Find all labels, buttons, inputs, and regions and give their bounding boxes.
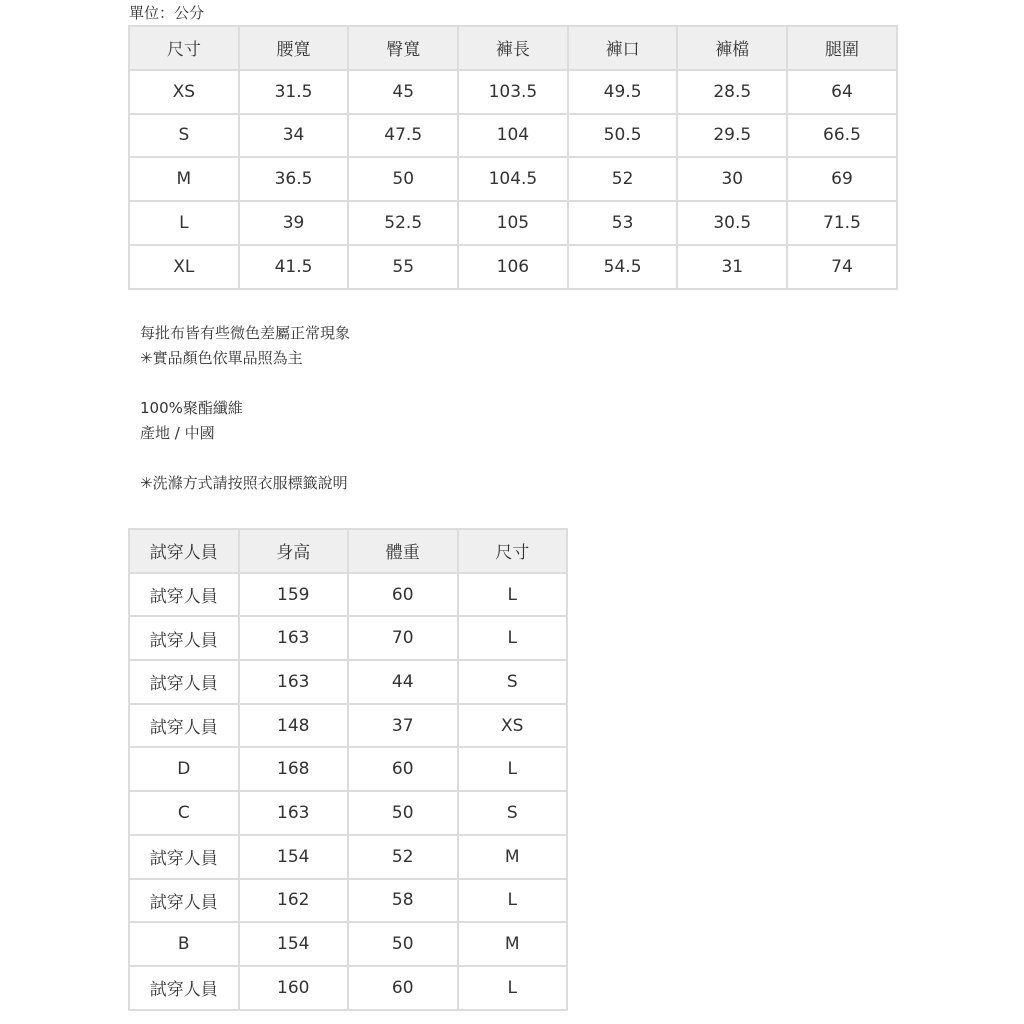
table-cell: 52.5 [348, 201, 458, 245]
table-cell: 39 [239, 201, 349, 245]
table-cell: 60 [348, 573, 458, 617]
header-cell: 褲檔 [677, 26, 787, 70]
table-cell: M [458, 835, 568, 879]
table-cell: 45 [348, 70, 458, 114]
table-cell: 試穿人員 [129, 835, 239, 879]
table-cell: 74 [787, 245, 897, 289]
table-cell: 54.5 [568, 245, 678, 289]
table-row [129, 245, 897, 289]
table-row [129, 201, 897, 245]
table-cell: 52 [348, 835, 458, 879]
table-row [129, 573, 567, 617]
table-cell: 50 [348, 791, 458, 835]
size-chart-header-row [129, 26, 897, 70]
product-notes [140, 321, 350, 496]
table-cell: 37 [348, 704, 458, 748]
table-cell: 105 [458, 201, 568, 245]
table-cell: 52 [568, 157, 678, 201]
table-cell: 71.5 [787, 201, 897, 245]
table-cell: 36.5 [239, 157, 349, 201]
header-cell: 臀寬 [348, 26, 458, 70]
header-cell: 試穿人員 [129, 529, 239, 573]
table-cell: 64 [787, 70, 897, 114]
table-cell: 148 [239, 704, 349, 748]
table-row [129, 966, 567, 1010]
table-cell: 60 [348, 747, 458, 791]
note-spacer [140, 371, 350, 396]
table-cell: 58 [348, 879, 458, 923]
table-cell: L [458, 747, 568, 791]
table-cell: L [458, 879, 568, 923]
header-cell: 身高 [239, 529, 349, 573]
table-cell: 47.5 [348, 114, 458, 158]
table-cell: D [129, 747, 239, 791]
table-cell: 試穿人員 [129, 966, 239, 1010]
table-cell: 154 [239, 922, 349, 966]
table-row [129, 660, 567, 704]
header-cell: 體重 [348, 529, 458, 573]
table-cell: 31.5 [239, 70, 349, 114]
table-cell: XL [129, 245, 239, 289]
header-cell: 腿圍 [787, 26, 897, 70]
table-cell: 30.5 [677, 201, 787, 245]
table-cell: 66.5 [787, 114, 897, 158]
table-cell: 41.5 [239, 245, 349, 289]
table-cell: 60 [348, 966, 458, 1010]
table-cell: M [129, 157, 239, 201]
note-spacer [140, 446, 350, 471]
table-cell: 44 [348, 660, 458, 704]
table-cell: 30 [677, 157, 787, 201]
table-cell: 55 [348, 245, 458, 289]
table-cell: XS [129, 70, 239, 114]
table-cell: XS [458, 704, 568, 748]
table-cell: 28.5 [677, 70, 787, 114]
header-cell: 尺寸 [129, 26, 239, 70]
table-cell: 162 [239, 879, 349, 923]
table-row [129, 70, 897, 114]
header-cell: 褲長 [458, 26, 568, 70]
table-cell: S [129, 114, 239, 158]
table-cell: 試穿人員 [129, 660, 239, 704]
table-cell: 試穿人員 [129, 573, 239, 617]
size-chart-table [128, 25, 898, 290]
table-cell: 104.5 [458, 157, 568, 201]
table-cell: 168 [239, 747, 349, 791]
note-color-variance: 每批布皆有些微色差屬正常現象 [140, 324, 351, 342]
table-cell: 106 [458, 245, 568, 289]
note-actual-color: ✳實品顏色依單品照為主 [140, 349, 303, 367]
table-row [129, 879, 567, 923]
table-cell: 49.5 [568, 70, 678, 114]
table-row [129, 747, 567, 791]
unit-label: 單位：公分 [129, 4, 205, 22]
table-cell: B [129, 922, 239, 966]
table-cell: S [458, 791, 568, 835]
table-cell: 試穿人員 [129, 616, 239, 660]
header-cell: 尺寸 [458, 529, 568, 573]
table-row [129, 835, 567, 879]
fit-model-header-row [129, 529, 567, 573]
note-washing: ✳洗滌方式請按照衣服標籤說明 [140, 474, 348, 492]
table-row [129, 922, 567, 966]
table-cell: 50 [348, 157, 458, 201]
table-cell: L [129, 201, 239, 245]
table-row [129, 157, 897, 201]
fit-model-table [128, 528, 568, 1011]
header-cell: 腰寬 [239, 26, 349, 70]
table-cell: M [458, 922, 568, 966]
table-cell: C [129, 791, 239, 835]
table-cell: L [458, 616, 568, 660]
table-cell: 70 [348, 616, 458, 660]
table-cell: 160 [239, 966, 349, 1010]
table-cell: 163 [239, 791, 349, 835]
table-cell: 163 [239, 616, 349, 660]
table-row [129, 791, 567, 835]
table-cell: 163 [239, 660, 349, 704]
table-cell: 103.5 [458, 70, 568, 114]
table-cell: 試穿人員 [129, 704, 239, 748]
table-cell: 159 [239, 573, 349, 617]
table-cell: 29.5 [677, 114, 787, 158]
table-row [129, 616, 567, 660]
table-cell: L [458, 573, 568, 617]
header-cell: 褲口 [568, 26, 678, 70]
table-cell: L [458, 966, 568, 1010]
table-cell: 50 [348, 922, 458, 966]
table-cell: 154 [239, 835, 349, 879]
table-cell: 53 [568, 201, 678, 245]
table-cell: S [458, 660, 568, 704]
table-row [129, 114, 897, 158]
note-origin: 產地 / 中國 [140, 424, 215, 442]
table-cell: 69 [787, 157, 897, 201]
table-cell: 31 [677, 245, 787, 289]
table-cell: 104 [458, 114, 568, 158]
table-row [129, 704, 567, 748]
table-cell: 50.5 [568, 114, 678, 158]
note-material: 100%聚酯纖維 [140, 399, 243, 417]
table-cell: 34 [239, 114, 349, 158]
table-cell: 試穿人員 [129, 879, 239, 923]
